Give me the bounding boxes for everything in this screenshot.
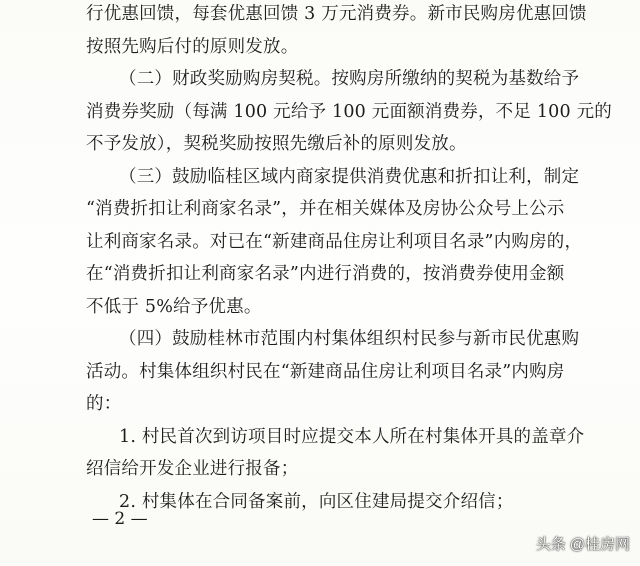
text-line-12: 活动。村集体组织村民在“新建商品住房让利项目名录”内购房 xyxy=(86,362,565,382)
text-line-9: 在“消费折扣让利商家名录”内进行消费的，按消费券使用金额 xyxy=(86,264,565,284)
text-line-8: 让利商家名录。对已在“新建商品住房让利项目名录”内购房的， xyxy=(86,232,583,252)
text-line-1: 行优惠回馈，每套优惠回馈 3 万元消费券。新市民购房优惠回馈 xyxy=(86,4,587,24)
list-item-1-line: 1. 村民首次到访项目时应提交本人所在村集体开具的盖章介 xyxy=(119,427,585,447)
text-line-5: 不予发放），契税奖励按照先缴后补的原则发放。 xyxy=(86,134,467,154)
watermark-source: 头条 xyxy=(535,536,566,553)
section-3-heading-line: （三）鼓励临桂区域内商家提供消费优惠和折扣让利，制定 xyxy=(119,167,580,187)
text-line-7: “消费折扣让利商家名录”，并在相关媒体及房协公众号上公示 xyxy=(86,199,565,219)
text-line-13: 的： xyxy=(86,394,122,414)
text-line-2: 按照先购后付的原则发放。 xyxy=(86,37,299,57)
section-2-heading-line: （二）财政奖励购房契税。按购房所缴纳的契税为基数给予 xyxy=(119,69,580,89)
text-line-4: 消费券奖励（每满 100 元给予 100 元面额消费券，不足 100 元的 xyxy=(86,102,612,122)
watermark xyxy=(536,533,630,554)
section-4-heading-line: （四）鼓励桂林市范围内村集体组织村民参与新市民优惠购 xyxy=(119,329,580,349)
text-line-15: 绍信给开发企业进行报备； xyxy=(86,459,299,479)
text-line-10: 不低于 5%给予优惠。 xyxy=(86,297,262,317)
watermark-account: @桂房网 xyxy=(569,536,630,553)
list-item-2-line: 2. 村集体在合同备案前，向区住建局提交介绍信； xyxy=(119,492,514,512)
page-number: — 2 — xyxy=(92,509,148,529)
